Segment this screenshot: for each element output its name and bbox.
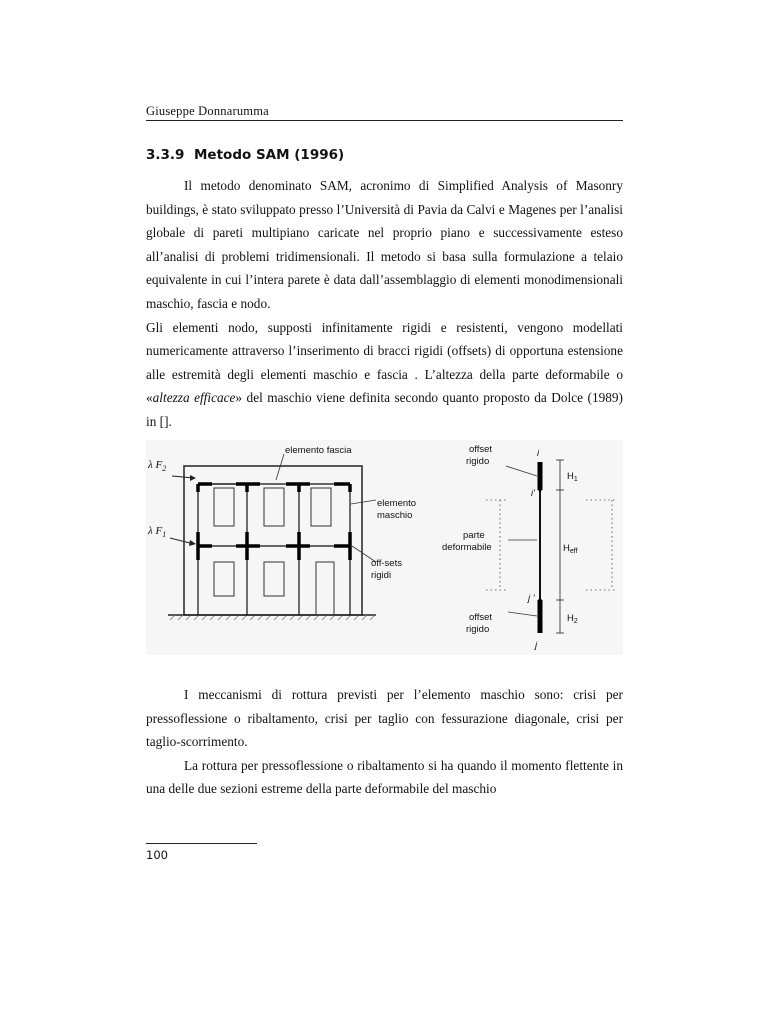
paragraph <box>146 316 623 434</box>
dotted-guides <box>486 500 616 590</box>
label-rigido-bottom: rigido <box>466 624 490 635</box>
label-deformabile: deformabile <box>442 542 492 553</box>
label-h1: $H_1$ <box>567 471 578 483</box>
frame-figure-svg <box>146 440 623 655</box>
paragraph-text: Gli elementi nodo, supposti infinitamente rigidi e resistenti, vengono modellati numericamente attraverso l’inserimento di bracci rigidi (offsets) di opportuna estensione alle estremità degli elementi maschio e fascia . L’altezza della parte deformabile o « <box>146 319 623 406</box>
paragraph: I meccanismi di rottura previsti per l’elemento maschio sono: crisi per pressoflessione o ribaltamento, crisi per taglio con fessurazione diagonale, crisi per taglio-scorrimento. <box>146 687 623 750</box>
label-h2: $H_2$ <box>567 613 578 625</box>
emphasis-text: altezza efficace <box>152 390 236 406</box>
page-number: 100 <box>146 848 168 862</box>
label-rigido-top: rigido <box>466 456 490 467</box>
paragraph: Il metodo denominato SAM, acronimo di Simplified Analysis of Masonry buildings, è stato sviluppato presso l’Università di Pavia da Calvi e Magenes per l’analisi globale di pareti multipiano caricate nel proprio piano e successivamente esteso all’analisi di problemi tridimensionali. Il metodo si basa sulla formulazione a telaio equivalente in cui l’intera parete è data dall’assemblaggio di elementi monodimensionali maschio, fascia e nodo. <box>146 178 623 311</box>
label-off-sets: off-sets <box>371 558 402 569</box>
openings <box>214 488 334 615</box>
label-parte: parte <box>463 530 485 541</box>
label-offset-top: offset <box>469 444 493 455</box>
section-number: 3.3.9 <box>146 147 185 163</box>
node-i-prime: i' <box>531 488 535 499</box>
footnote-rule <box>146 843 257 844</box>
rigid-offsets <box>198 484 350 560</box>
label-offset-bottom: offset <box>469 612 493 623</box>
frame-lines <box>198 484 350 615</box>
load-f1: λ $F_1$ <box>148 525 167 539</box>
node-j-prime: j ' <box>528 593 535 604</box>
label-elemento-fascia: elemento fascia <box>285 445 352 456</box>
section-heading <box>146 147 344 163</box>
paragraph: La rottura per pressoflessione o ribaltamento si ha quando il momento flettente in una delle due sezioni estreme della parte deformabile del maschio <box>146 757 623 797</box>
node-j: j <box>535 640 538 651</box>
label-elemento: elemento <box>377 498 417 509</box>
paragraph-text: » del maschio viene definita secondo quanto proposto da Dolce (1989) in []. <box>146 390 623 429</box>
label-heff: $H_{eff}$ <box>563 543 578 555</box>
label-rigidi-text: rigidi <box>371 570 392 581</box>
header-rule <box>146 120 623 121</box>
running-header: Giuseppe Donnarumma <box>146 104 269 118</box>
label-maschio: maschio <box>377 510 413 521</box>
section-title: Metodo SAM (1996) <box>194 147 345 163</box>
body-text-top <box>146 174 623 434</box>
node-i: i <box>537 448 540 459</box>
body-text-bottom <box>146 683 623 801</box>
load-f2: λ $F_2$ <box>148 459 167 473</box>
frame-model-figure <box>146 440 623 655</box>
